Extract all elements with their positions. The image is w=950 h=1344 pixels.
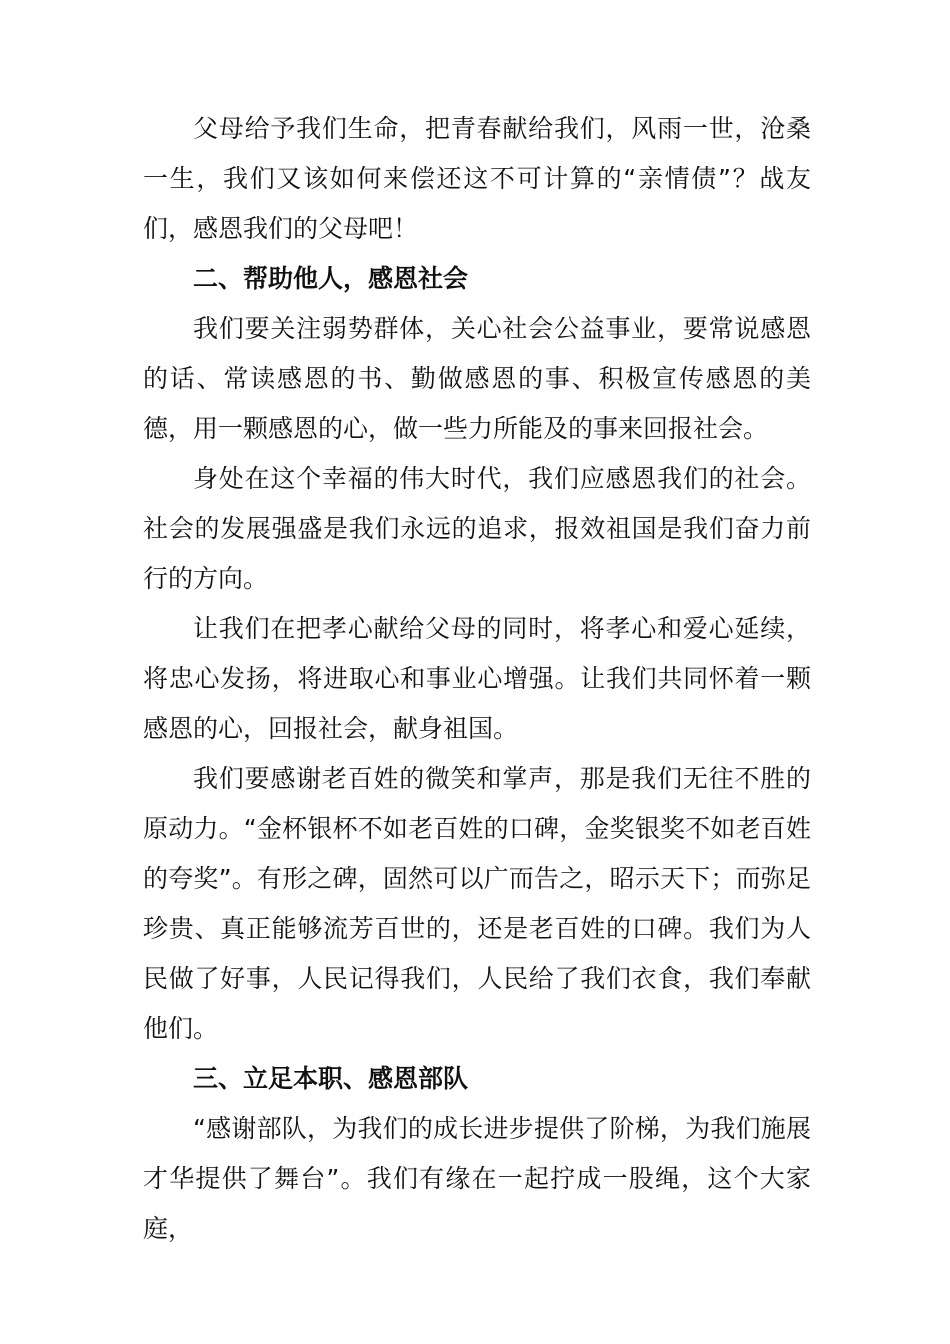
paragraph-vulnerable-groups: 我们要关注弱势群体，关心社会公益事业，要常说感恩的话、常读感恩的书、勤做感恩的事、积极宣传感恩的美德，用一颗感恩的心，做一些力所能及的事来回报社会。: [143, 314, 811, 443]
document-body: [143, 104, 811, 1254]
paragraph-common-people: 我们要感谢老百姓的微笑和掌声，那是我们无往不胜的原动力。“金杯银杯不如老百姓的口碑，金奖银奖不如老百姓的夸奖”。有形之碑，固然可以广而告之，昭示天下；而弥足珍贵、真正能够流芳百世的，还是老百姓的口碑。我们为人民做了好事，人民记得我们，人民给了我们衣食，我们奉献他们。: [143, 764, 811, 1043]
paragraph-filial-piety: 让我们在把孝心献给父母的同时，将孝心和爱心延续，将忠心发扬，将进取心和事业心增强。让我们共同怀着一颗感恩的心，回报社会，献身祖国。: [143, 614, 811, 743]
paragraph-era: 身处在这个幸福的伟大时代，我们应感恩我们的社会。社会的发展强盛是我们永远的追求，报效祖国是我们奋力前行的方向。: [143, 464, 811, 593]
section-heading-army: 三、立足本职、感恩部队: [193, 1064, 469, 1093]
section-heading-society: 二、帮助他人，感恩社会: [193, 264, 469, 293]
paragraph-parents: 父母给予我们生命，把青春献给我们，风雨一世，沧桑一生，我们又该如何来偿还这不可计算的“亲情债”？战友们，感恩我们的父母吧！: [143, 114, 811, 243]
paragraph-thank-army: “感谢部队，为我们的成长进步提供了阶梯，为我们施展才华提供了舞台”。我们有缘在一起拧成一股绳，这个大家庭，: [143, 1114, 811, 1243]
